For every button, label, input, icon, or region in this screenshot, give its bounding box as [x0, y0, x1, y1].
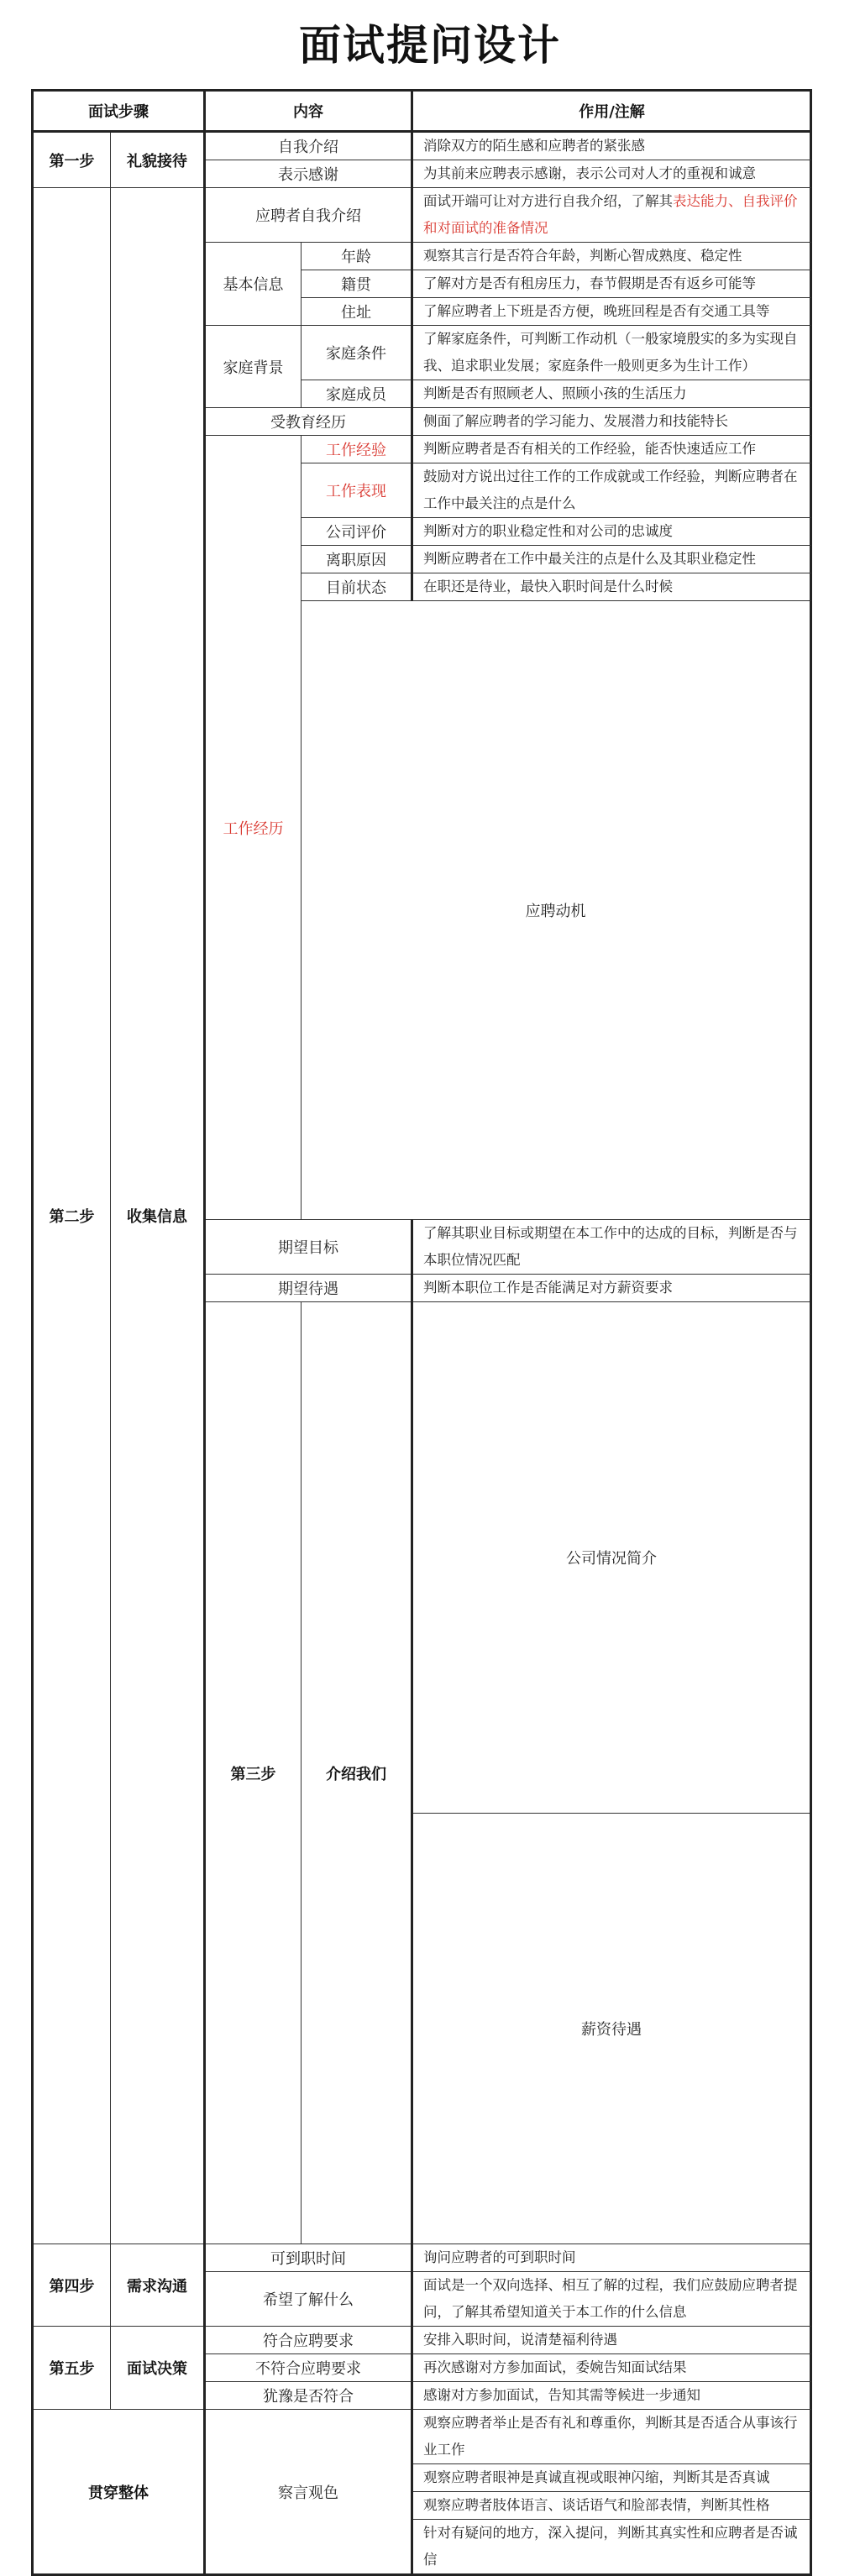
header-content: 内容 [205, 91, 412, 132]
table-header-row [33, 91, 811, 132]
step-number: 第一步 [33, 132, 111, 188]
table-row [33, 2327, 811, 2354]
note-cell: 安排入职时间，说清楚福利待遇 [412, 2327, 811, 2354]
content-cell: 目前状态 [302, 573, 412, 601]
note-cell: 了解应聘者上下班是否方便，晚班回程是否有交通工具等 [412, 298, 811, 326]
note-cell: 侧面了解应聘者的学习能力、发展潜力和技能特长 [412, 408, 811, 436]
note-cell: 消除双方的陌生感和应聘者的紧张感 [412, 132, 811, 160]
table-row [33, 2244, 811, 2272]
header-note: 作用/注解 [412, 91, 811, 132]
note-cell: 判断是否有照顾老人、照顾小孩的生活压力 [412, 380, 811, 408]
note-cell: 面试是一个双向选择、相互了解的过程，我们应鼓励应聘者提问，了解其希望知道关于本工作的什么信息 [412, 2272, 811, 2327]
note-cell: 鼓励对方说出过往工作的工作成就或工作经验，判断应聘者在工作中最关注的点是什么 [412, 463, 811, 518]
interview-question-table [31, 89, 812, 2576]
note-cell: 判断应聘者是否有相关的工作经验，能否快速适应工作 [412, 436, 811, 463]
note-cell: 感谢对方参加面试，告知其需等候进一步通知 [412, 2382, 811, 2410]
group-cell: 工作经历 [205, 436, 302, 1220]
note-cell: 在职还是待业，最快入职时间是什么时候 [412, 573, 811, 601]
note-cell: 了解其职业目标或期望在本工作中的达成的目标，判断是否与本职位情况匹配 [412, 1220, 811, 1275]
note-cell: 判断应聘者在工作中最关注的点是什么及其职业稳定性 [412, 546, 811, 573]
content-cell: 期望目标 [205, 1220, 412, 1275]
step-number: 第五步 [33, 2327, 111, 2410]
note-cell: 判断对方的职业稳定性和对公司的忠诚度 [412, 518, 811, 546]
note-cell: 观察应聘者肢体语言、谈话语气和脸部表情，判断其性格 [412, 2492, 811, 2520]
note-cell: 判断本职位工作是否能满足对方薪资要求 [412, 1275, 811, 1302]
group-cell: 家庭背景 [205, 326, 302, 408]
note-cell: 再次感谢对方参加面试，委婉告知面试结果 [412, 2354, 811, 2382]
step-number: 第四步 [33, 2244, 111, 2327]
content-cell: 应聘者自我介绍 [205, 188, 412, 243]
step-name: 需求沟通 [111, 2244, 205, 2327]
content-cell: 应聘动机 [302, 601, 811, 1220]
step-name: 面试决策 [111, 2327, 205, 2410]
table-row [33, 188, 811, 243]
content-cell: 公司评价 [302, 518, 412, 546]
note-cell [412, 188, 811, 243]
content-cell: 籍贯 [302, 270, 412, 298]
header-step: 面试步骤 [33, 91, 205, 132]
note-cell: 针对有疑问的地方，深入提问，判断其真实性和应聘者是否诚信 [412, 2520, 811, 2575]
content-cell: 期望待遇 [205, 1275, 412, 1302]
step-name: 收集信息 [111, 188, 205, 2244]
content-cell: 受教育经历 [205, 408, 412, 436]
note-cell: 观察其言行是否符合年龄，判断心智成熟度、稳定性 [412, 243, 811, 270]
page-title: 面试提问设计 [299, 21, 561, 70]
content-cell: 年龄 [302, 243, 412, 270]
content-cell: 自我介绍 [205, 132, 412, 160]
note-text: 面试开端可让对方进行自我介绍，了解其 [423, 193, 673, 209]
note-cell: 观察应聘者举止是否有礼和尊重你，判断其是否适合从事该行业工作 [412, 2410, 811, 2464]
note-cell: 为其前来应聘表示感谢，表示公司对人才的重视和诚意 [412, 160, 811, 188]
content-cell: 希望了解什么 [205, 2272, 412, 2327]
content-cell: 可到职时间 [205, 2244, 412, 2272]
content-cell: 不符合应聘要求 [205, 2354, 412, 2382]
content-cell: 表示感谢 [205, 160, 412, 188]
note-cell: 观察应聘者眼神是真诚直视或眼神闪缩，判断其是否真诚 [412, 2464, 811, 2492]
table-row [33, 2410, 811, 2464]
step-number: 第二步 [33, 188, 111, 2244]
content-cell: 住址 [302, 298, 412, 326]
content-cell: 犹豫是否符合 [205, 2382, 412, 2410]
content-cell: 工作经验 [302, 436, 412, 463]
table-row [33, 132, 811, 160]
step-name: 贯穿整体 [33, 2410, 205, 2575]
content-cell: 工作表现 [302, 463, 412, 518]
content-cell: 察言观色 [205, 2410, 412, 2575]
step-name: 介绍我们 [302, 1302, 412, 2244]
note-cell: 询问应聘者的可到职时间 [412, 2244, 811, 2272]
content-cell: 家庭条件 [302, 326, 412, 380]
note-cell: 了解对方是否有租房压力，春节假期是否有返乡可能等 [412, 270, 811, 298]
content-cell: 公司情况简介 [412, 1302, 811, 1814]
content-cell: 符合应聘要求 [205, 2327, 412, 2354]
note-cell: 了解家庭条件，可判断工作动机（一般家境殷实的多为实现自我、追求职业发展；家庭条件一般则更多为生计工作） [412, 326, 811, 380]
step-name: 礼貌接待 [111, 132, 205, 188]
note-highlight: 表达能力、自我评价和对面试的准备情况 [423, 193, 798, 236]
content-cell: 薪资待遇 [412, 1814, 811, 2244]
step-number: 第三步 [205, 1302, 302, 2244]
content-cell: 离职原因 [302, 546, 412, 573]
group-cell: 基本信息 [205, 243, 302, 326]
content-cell: 家庭成员 [302, 380, 412, 408]
